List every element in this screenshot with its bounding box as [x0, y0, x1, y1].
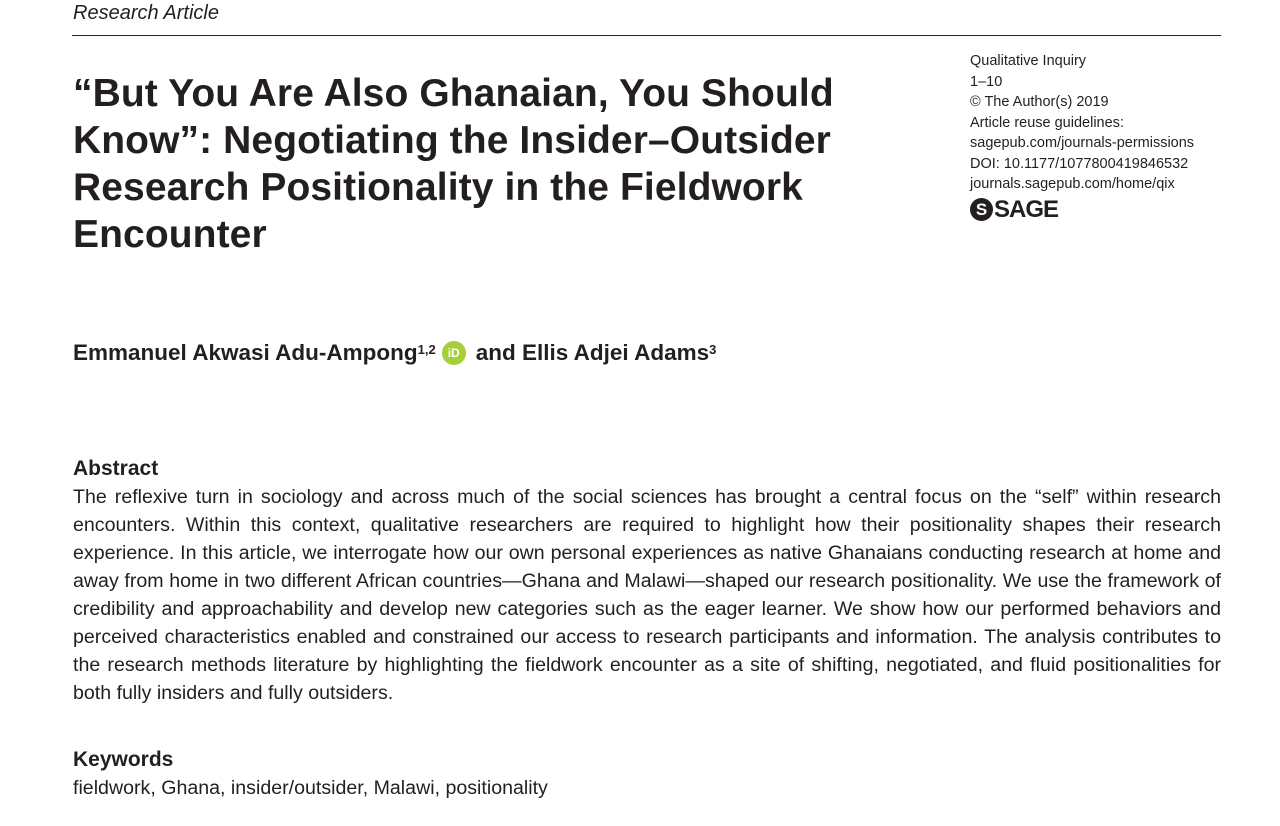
reuse-guidelines-label: Article reuse guidelines:: [970, 114, 1124, 131]
orcid-icon[interactable]: iD: [442, 341, 466, 365]
sage-logo-text: SAGE: [994, 195, 1059, 223]
journal-meta: [970, 51, 1220, 223]
sage-logo-icon: S: [970, 198, 993, 221]
page-range: 1–10: [970, 73, 1003, 90]
abstract-text: The reflexive turn in sociology and across much of the social sciences has brought a central focus on the “self” within research encounters. Within this context, qualitative researchers are required to highlight how their positionality shapes their research experience. In this article, we interrogate how our own personal experiences as native Ghanaians conducting research at home and away from home in two different African countries—Ghana and Malawi—shaped our research positionality. We use the framework of credibility and approachability and develop new categories such as the eager learner. We show how our performed behaviors and perceived characteristics enabled and constrained our access to research participants and information. The analysis contributes to the research methods literature by highlighting the fieldwork encounter as a site of shifting, negotiated, and fluid positionalities for both fully insiders and fully outsiders.: [73, 486, 1221, 704]
author-connector: and: [475, 340, 516, 365]
keywords-text: fieldwork, Ghana, insider/outsider, Malawi, positionality: [73, 777, 548, 799]
header-divider: [72, 35, 1221, 36]
journal-name: Qualitative Inquiry: [970, 53, 1087, 69]
sage-logo: [970, 197, 1220, 223]
journal-homepage-link[interactable]: journals.sagepub.com/home/qix: [970, 176, 1175, 192]
copyright-notice: © The Author(s) 2019: [970, 94, 1109, 110]
doi[interactable]: DOI: 10.1177/1077800419846532: [970, 155, 1189, 172]
author-list: Emmanuel Akwasi Adu-Ampong $^{1,2}$ iD and Ellis Adjei Adams $^3$: [73, 338, 716, 368]
abstract-heading: Abstract: [73, 457, 159, 480]
keywords-heading: Keywords: [73, 748, 174, 771]
author-name: Ellis Adjei Adams: [521, 340, 710, 365]
author-name: Emmanuel Akwasi Adu-Ampong: [73, 340, 418, 365]
section-label: Research Article: [73, 2, 219, 24]
article-title: “But You Are Also Ghanaian, You Should Know”: Negotiating the Insider–Outsider Research Positionality in the Fieldwork Encounter: [73, 72, 834, 256]
reuse-guidelines-link[interactable]: sagepub.com/journals-permissions: [970, 135, 1195, 151]
